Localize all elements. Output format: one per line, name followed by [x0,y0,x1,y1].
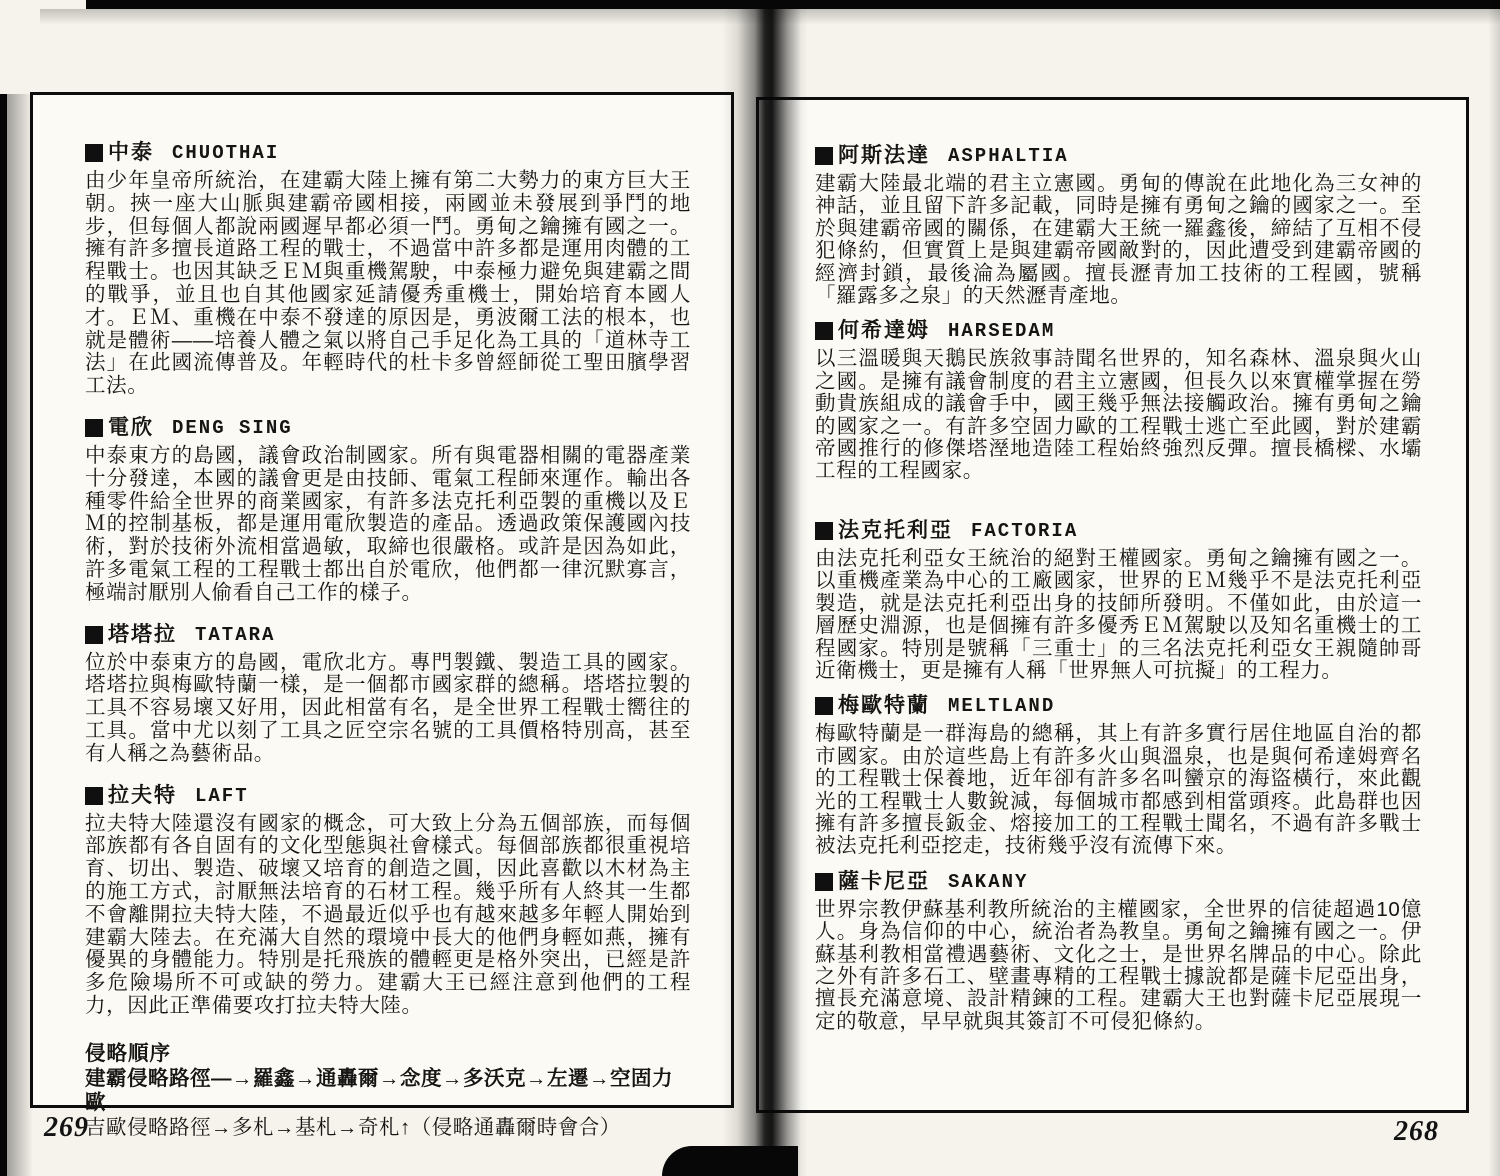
section-heading [85,784,691,808]
page-number-left: 269 [44,1112,89,1143]
section-heading [85,623,691,647]
scan-edge-top [86,0,1500,9]
section-title-cn: 薩卡尼亞 [838,869,930,893]
section-title-en: TATARA [195,623,276,646]
section-marker-icon [85,144,103,162]
section-title-en: FACTORIA [971,519,1079,542]
scan-edge-top-fade [40,9,1500,25]
section-title-en: CHUOTHAI [172,142,280,164]
section-marker-icon [815,147,833,165]
section-marker-icon [85,419,103,437]
section-asphaltia [815,144,1422,307]
section-sakany [815,870,1422,1033]
invasion-route-gio: 吉歐侵略路徑→多札→基札→奇札↑（侵略通轟爾時會合） [85,1115,621,1139]
section-marker-icon [815,522,833,540]
section-tatara [85,623,691,766]
section-heading [815,694,1422,718]
scan-edge-left [0,94,7,1176]
section-marker-icon [815,873,833,891]
section-body: 由法克托利亞女王統治的絕對王權國家。勇甸之鑰擁有國之一。以重機產業為中心的工廠國家，世界的ＥＭ幾乎不是法克托利亞製造，就是法克托利亞出身的技師所發明。不僅如此，由於這一層歷史淵源，也是個擁有許多優秀ＥＭ駕駛以及知名重機士的工程國家。特別是號稱「三重士」的三名法克托利亞女王親隨帥哥近衛機士，更是擁有人稱「世界無人可抗擬」的工程力。 [815,546,1422,682]
page-number-right: 268 [1394,1116,1439,1147]
section-body: 拉夫特大陸還沒有國家的概念，可大致上分為五個部族，而每個部族都有各自固有的文化型態與社會樣式。每個部族都很重視培育、切出、製造、破壞又培育的創造之圓，因此喜歡以木材為主的施工方式，討厭無法培育的石材工程。幾乎所有人終其一生都不會離開拉夫特大陸，不過最近似乎也有越來越多年輕人開始到建霸大陸去。在充滿大自然的環境中長大的他們身輕如燕，擁有優異的身體能力。特別是托飛族的體輕更是格外突出，已經是許多危險場所不可或缺的勞力。建霸大王已經注意到他們的工程力，因此正準備要攻打拉夫特大陸。 [85,811,691,1017]
section-title-cn: 法克托利亞 [838,518,953,542]
section-laft [85,784,691,1018]
scan-edge-right-fade [1488,0,1500,1176]
section-title-en: HARSEDAM [948,320,1056,343]
page-right-content [759,100,1466,1110]
section-marker-icon [85,787,103,805]
invasion-order-title: 侵略順序 [85,1041,171,1065]
section-harsedam [815,319,1422,482]
section-body: 建霸大陸最北端的君主立憲國。勇甸的傳說在此地化為三女神的神話，並且留下許多記載，同時是擁有勇甸之鑰的國家之一。至於與建霸帝國的關係，在建霸大王統一羅鑫後，締結了互相不侵犯條約，但實質上是與建霸帝國敵對的，因此遭受到建霸帝國的經濟封鎖，最後淪為屬國。擅長瀝青加工技術的工程國，號稱「羅露多之泉」的天然瀝青產地。 [815,172,1422,308]
invasion-order-block [85,1042,691,1141]
section-title-en: SAKANY [948,870,1029,893]
section-heading [815,870,1422,894]
invasion-route-kenpa: 建霸侵略路徑—→羅鑫→通轟爾→念度→多沃克→左遷→空固力歐 [85,1066,673,1115]
section-heading [815,319,1422,343]
section-title-en: MELTLAND [948,695,1056,718]
section-factoria [815,519,1422,682]
page-right [756,97,1469,1113]
section-title-cn: 阿斯法達 [838,144,930,167]
section-body: 位於中泰東方的島國，電欣北方。專門製鐵、製造工具的國家。塔塔拉與梅歐特蘭一樣，是一個都市國家群的總稱。塔塔拉製的工具不容易壞又好用，因此相當有名，是全世界工程戰士嚮往的工具。當中尤以刻了工具之匠空宗名號的工具價格特別高，甚至有人稱之為藝術品。 [85,650,691,765]
section-chuothai [85,141,691,398]
section-heading [815,144,1422,168]
section-meltland [815,694,1422,857]
section-title-cn: 電欣 [108,415,154,439]
section-title-en: DENG SING [172,416,293,439]
section-title-en: LAFT [195,784,249,807]
section-body: 中泰東方的島國，議會政治制國家。所有與電器相關的電器產業十分發達，本國的議會更是由技師、電氣工程師來運作。輸出各種零件給全世界的商業國家，有許多法克托利亞製的重機以及ＥＭ的控制基板，都是運用電欣製造的產品。透過政策保護國內技術，對於技術外流相當過敏，取締也很嚴格。或許是因為如此，許多電氣工程的工程戰士都出自於電欣，他們都一律沉默寡言，極端討厭別人偷看自己工作的樣子。 [85,443,691,604]
section-title-cn: 拉夫特 [108,783,177,807]
section-body: 梅歐特蘭是一群海島的總稱，其上有許多實行居住地區自治的都市國家。由於這些島上有許多火山與溫泉，也是與何希達姆齊名的工程戰士保養地，近年卻有許多名叫蠻京的海盜橫行，來此觀光的工程戰士人數銳減，每個城市都感到相當頭疼。此島群也因擁有許多擅長鈑金、熔接加工的工程戰士聞名，不過有許多戰士被法克托利亞挖走，技術幾乎沒有流傳下來。 [815,722,1422,858]
section-title-cn: 中泰 [108,141,154,164]
section-dengsing [85,416,691,605]
section-marker-icon [815,322,833,340]
book-spine-shadow-bottom [662,1146,798,1176]
section-title-cn: 塔塔拉 [108,622,177,646]
section-body: 由少年皇帝所統治，在建霸大陸上擁有第二大勢力的東方巨大王朝。挾一座大山脈與建霸帝國相接，兩國並未發展到爭鬥的地步，但每個人都說兩國遲早都必須一鬥。勇甸之鑰擁有國之一。擁有許多擅長道路工程的戰士，不過當中許多都是運用肉體的工程戰士。也因其缺乏ＥＭ與重機駕駛，中泰極力避免與建霸之間的戰爭，並且也自其他國家延請優秀重機士，開始培育本國人才。ＥＭ、重機在中泰不發達的原因是，勇波爾工法的根本，也就是體術——培養人體之氣以將自己手足化為工具的「道林寺工法」在此國流傳普及。年輕時代的杜卡多曾經師從工聖田臏學習工法。 [85,169,691,398]
section-title-en: ASPHALTIA [948,145,1069,167]
section-heading [85,141,691,165]
section-title-cn: 梅歐特蘭 [838,694,930,718]
section-title-cn: 何希達姆 [838,319,930,343]
section-marker-icon [85,626,103,644]
section-marker-icon [815,697,833,715]
section-body: 世界宗教伊蘇基利教所統治的主權國家，全世界的信徒超過10億人。身為信仰的中心，統治者為教皇。勇甸之鑰擁有國之一。伊蘇基利教相當禮遇藝術、文化之士，是世界名牌品的中心。除此之外有許多石工、壁畫專精的工程戰士據說都是薩卡尼亞出身，擅長充滿意境、設計精鍊的工程。建霸大王也對薩卡尼亞展現一定的敬意，早早就與其簽訂不可侵犯條約。 [815,897,1422,1033]
section-heading [815,519,1422,543]
section-body: 以三溫暖與天鵝民族敘事詩聞名世界的，知名森林、溫泉與火山之國。是擁有議會制度的君主立憲國，但長久以來實權掌握在勞動貴族組成的議會手中，國王幾乎無法接觸政治。擁有勇甸之鑰的國家之一。有許多空固力歐的工程戰士逃亡至此國，對於建霸帝國推行的修傑塔溼地造陸工程始終強烈反彈。擅長橋樑、水壩工程的工程國家。 [815,347,1422,483]
section-heading [85,416,691,440]
